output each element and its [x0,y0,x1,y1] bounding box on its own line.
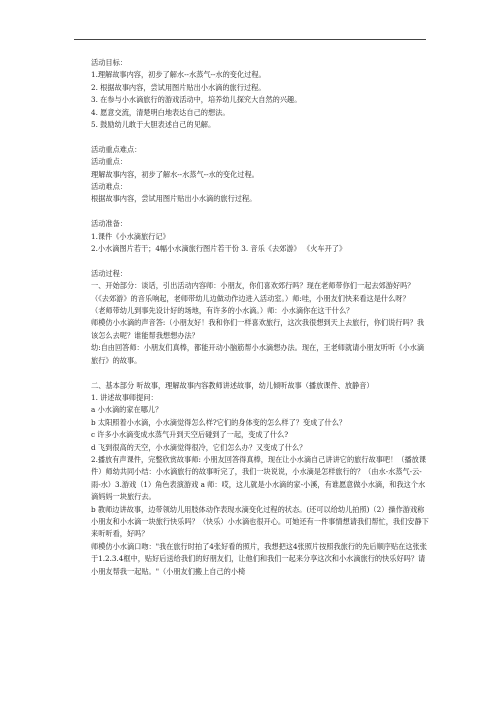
text-line: 根据故事内容，尝试用图片贴出小水滴的旅行过程。 [91,194,257,204]
text-line: d 飞到很高的天空，小水滴觉得很冷，它们怎么办？又变成了什么？ [91,442,307,452]
text-line: 二、基本部分 听故事，理解故事内容教师讲述故事，幼儿倾听故事（播放课件、放静音） [91,380,374,390]
blank-line [91,206,429,218]
text-line: b 教师边讲故事，边带领幼儿用肢体动作表现水滴变化过程的状态。(还可以给幼儿拍照)（2）操作游戏称 小朋友和小水滴一块旅行快乐吗？（快乐）小水滴也很开心。可她还有一件事情想请我们帮忙，我们安静下来听听看，好吗？ [91,504,429,539]
text-line: 理解故事内容，初步了解水--水蒸气--水的变化过程。 [91,169,259,179]
text-line: 师模仿小水滴口吻："我在旅行时拍了4张好看的照片，我想把这4张照片按照我旅行的先后顺序贴在这张张于1.2.3.4框中，贴好后送给我们的好朋友们，让他们和我们一起来分享这次和小水滴旅行的快乐好吗？请小朋友帮我一起贴。"（小朋友们搬上自己的小椅 [91,541,427,576]
blank-line [91,255,429,267]
text-line: 活动难点： [91,182,127,192]
text-line: 活动重点： [91,157,127,167]
text-line: 活动过程： [91,268,127,278]
blank-line [91,131,429,143]
text-line: 1. 讲述故事师提问： [91,392,158,402]
text-line: b 太阳照着小水滴，小水滴觉得怎么样?它们的身体变的怎么样了？变成了什么？ [91,417,347,427]
text-line: c 许多小水滴变成水蒸气升到天空后碰到了一起，变成了什么? [91,430,289,440]
text-line: 1.课件《小水滴旅行记》 [91,231,170,241]
text-line: 活动重点难点： [91,144,142,154]
text-line: 2.播放有声课件，完整欣赏故事师: 小朋友回答得真棒，现在让小水滴自己讲讲它的旅行故事吧！（播放课件）师幼共同小结：小水滴旅行的故事听完了，我们一块说说，小水滴是怎样旅行的？（由水-水蒸气-云-雨-水）3.游戏（1）角色表演游戏 a 师：哎，这儿就是小水滴的家-小溪，有谁愿意做小水滴，和我这个水滴妈妈一块旅行去。 [91,454,427,502]
text-line: 活动准备： [91,219,127,229]
text-line: 活动目标： [91,58,127,67]
text-line: 幼:自由回答师：小朋友们真棒，都能开动小脑筋帮小水滴想办法。现在，王老师就请小朋友听听《小水滴旅行》的故事。 [91,343,425,365]
text-line: 2. 根据故事内容，尝试用图片贴出小水滴的旅行过程。 [91,82,266,92]
document-body [91,57,429,578]
text-line: 3. 在参与小水滴旅行的游戏活动中，培养幼儿探究大自然的兴趣。 [91,95,302,105]
text-line: a 小水滴的家在哪儿？ [91,405,163,415]
blank-line [91,367,429,379]
text-line: 1.理解故事内容，初步了解水--水蒸气--水的变化过程。 [91,70,266,80]
text-line: （老师带幼儿到事先设计好的场地，有许多的小水滴。）师：小水滴你在这干什么？ [91,306,354,316]
text-line: 一、开始部分：谈话，引出活动内容师：小朋友，你们喜欢郊行吗？现在老师带你们一起去郊游好吗？（《去郊游》的音乐响起，老师带幼儿边做动作边进入活动室。）师:哇，小朋友们快来看这是什么呀？ [91,281,415,303]
header-rule [74,39,426,40]
text-line: 4. 愿意交流，清楚明白地表达自己的想法。 [91,107,230,117]
text-line: 5. 鼓励幼儿敢于大胆表述自己的见解。 [91,120,216,130]
text-line: 2.小水滴图片若干；4幅小水滴旅行图片若干份 3. 音乐《去郊游》 《火车开了》 [91,244,347,254]
text-line: 师模仿小水滴的声音答:（小朋友好！我和你们一样喜欢旅行，这次我很想到天上去旅行，你们说行吗？我该怎么去呢？谁能帮我想想办法？ [91,318,425,340]
